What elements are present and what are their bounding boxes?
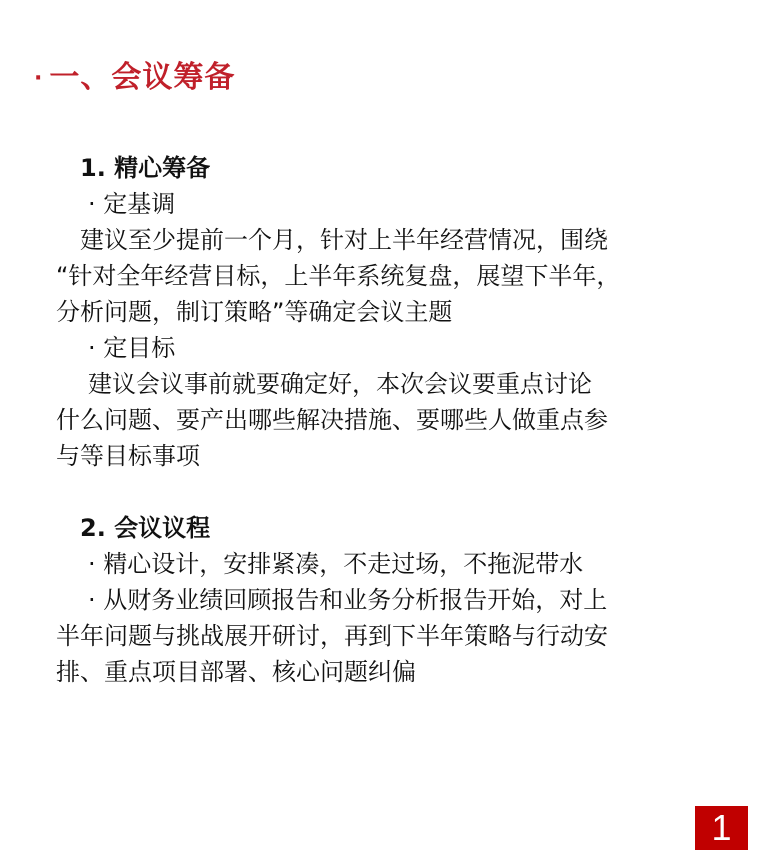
heading-bullet: · xyxy=(34,66,44,91)
agenda-text-line: 排、重点项目部署、核心问题纠偏 xyxy=(56,658,416,686)
item-2-text-line: 什么问题、要产出哪些解决措施、要哪些人做重点参 xyxy=(56,406,608,434)
item-2-text-line: 建议会议事前就要确定好，本次会议要重点讨论 xyxy=(88,370,592,398)
item-2-text-line: 与等目标事项 xyxy=(56,442,200,470)
subsection-1-title: 1. 精心筹备 xyxy=(80,154,211,182)
subsection-2-title: 2. 会议议程 xyxy=(80,514,211,542)
item-2-title: · 定目标 xyxy=(88,334,176,362)
page-number-badge: 1 xyxy=(695,806,748,850)
agenda-text-line: 半年问题与挑战展开研讨，再到下半年策略与行动安 xyxy=(56,622,608,650)
agenda-bullet: · 从财务业绩回顾报告和业务分析报告开始，对上 xyxy=(88,586,608,614)
item-1-text-line: “针对全年经营目标，上半年系统复盘，展望下半年， xyxy=(56,262,621,290)
section-heading xyxy=(34,52,235,96)
item-1-text-line: 建议至少提前一个月，针对上半年经营情况，围绕 xyxy=(80,226,608,254)
agenda-bullet: · 精心设计，安排紧凑，不走过场，不拖泥带水 xyxy=(88,550,584,578)
item-1-text-line: 分析问题，制订策略”等确定会议主题 xyxy=(56,298,453,326)
item-1-title: · 定基调 xyxy=(88,190,176,218)
section-title: 一、会议筹备 xyxy=(49,60,236,95)
